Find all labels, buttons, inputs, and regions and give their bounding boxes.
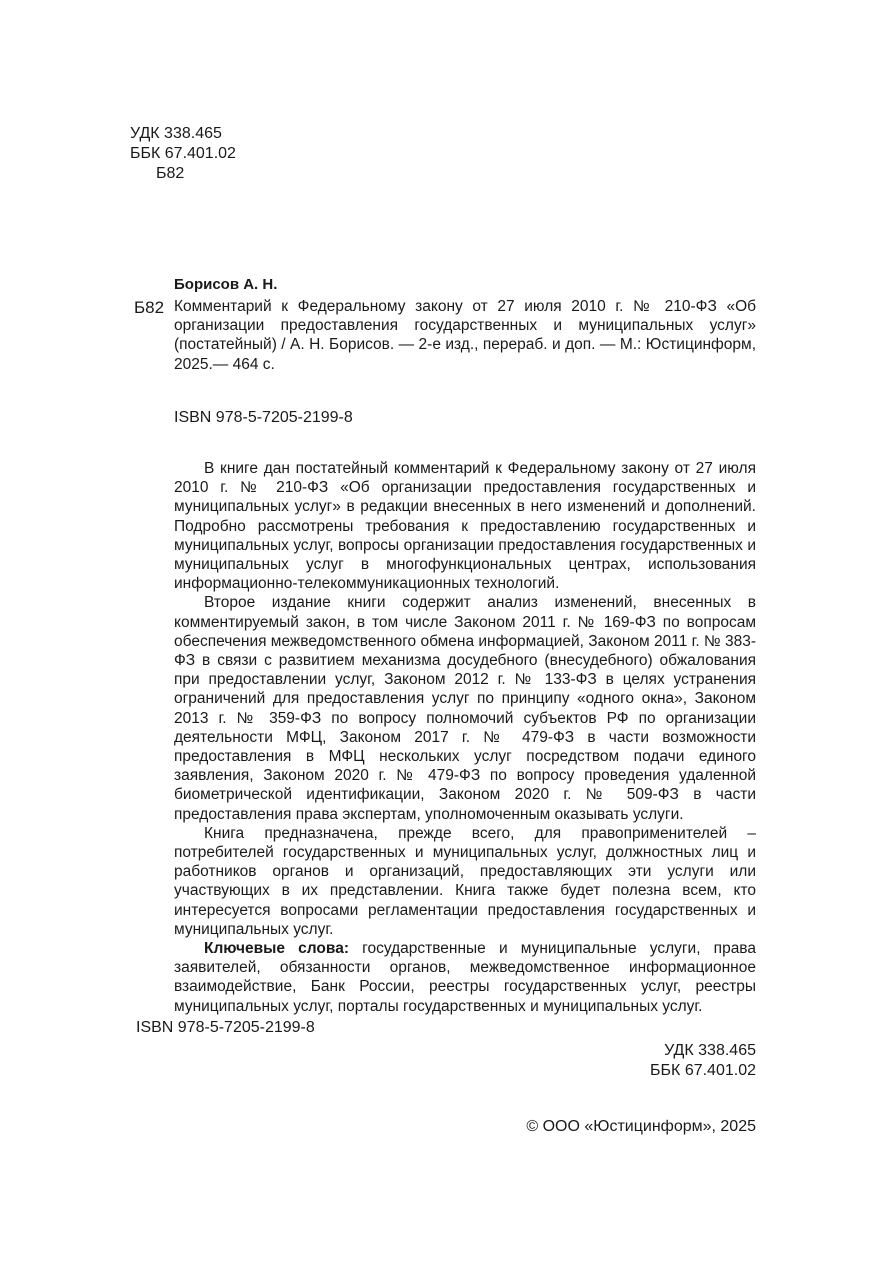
author-mark: Б82 <box>156 165 185 182</box>
keywords-paragraph <box>174 939 756 1016</box>
annotation-paragraph: Второе издание книги содержит анализ изменений, внесенных в комментируемый закон, в том числе Законом 2011 г. № 169-ФЗ по вопросам обеспечения межведомственного обмена информацией, Законом 2011 г. № 383-ФЗ в связи с развитием механизма досудебного (внесудебного) обжалования при предоставлении услуг, Законом 2012 г. № 133-ФЗ в целях устранения ограничений для предоставления услуг по принципу «одного окна», Законом 2013 г. № 359-ФЗ по вопросу полномочий субъектов РФ по организации деятельности МФЦ, Законом 2017 г. № 479-ФЗ в части возможности предоставления в МФЦ нескольких услуг посредством подачи единого заявления, Законом 2020 г. № 479-ФЗ по вопросу проведения удаленной биометрической идентификации, Законом 2020 г. № 509-ФЗ в части предоставления права экспертам, уполномоченным оказывать услуги. <box>174 594 756 823</box>
classification-bottom <box>650 1041 756 1081</box>
annotation <box>174 459 756 1016</box>
bbk-code: ББК 67.401.02 <box>130 145 236 162</box>
isbn-top: ISBN 978-5-7205-2199-8 <box>174 409 353 426</box>
bibliographic-description: Комментарий к Федеральному закону от 27 июля 2010 г. № 210-ФЗ «Об организации предоставления государственных и муниципальных услуг» (постатейный) / А. Н. Борисов. — 2-е изд., перераб. и доп. — М.: Юстицинформ, 2025.— 464 с. <box>174 298 756 373</box>
keywords-text: государственные и муниципальные услуги, права заявителей, обязанности органов, межведомственное информационное взаимодействие, Банк России, реестры государственных услуг, реестры муниципальных услуг, порталы государственных и муниципальных услуг. <box>174 940 756 1015</box>
annotation-paragraph: В книге дан постатейный комментарий к Федеральному закону от 27 июля 2010 г. № 210-ФЗ «Об организации предоставления государственных и муниципальных услуг» в редакции внесенных в него изменений и дополнений. Подробно рассмотрены требования к предоставлению государственных и муниципальных услуг, вопросы организации предоставления государственных и муниципальных услуг в многофункциональных центрах, использования информационно-телекоммуникационных технологий. <box>174 460 756 593</box>
bbk-code-bottom: ББК 67.401.02 <box>650 1062 756 1079</box>
isbn-bottom: ISBN 978-5-7205-2199-8 <box>136 1019 315 1036</box>
udk-code-bottom: УДК 338.465 <box>664 1042 756 1059</box>
author-mark-side: Б82 <box>134 298 165 317</box>
annotation-paragraph: Книга предназначена, прежде всего, для правоприменителей – потребителей государственных и муниципальных услуг, должностных лиц и работников органов и организаций, предоставляющих эти услуги или участвующих в их представлении. Книга также будет полезна всем, кто интересуется вопросами регламентации предоставления государственных и муниципальных услуг. <box>174 824 756 938</box>
udk-code: УДК 338.465 <box>130 125 222 142</box>
author-name: Борисов А. Н. <box>174 276 278 293</box>
classification-top <box>130 124 236 184</box>
keywords-label: Ключевые слова: <box>204 940 349 958</box>
copyright: © ООО «Юстицинформ», 2025 <box>526 1118 756 1135</box>
